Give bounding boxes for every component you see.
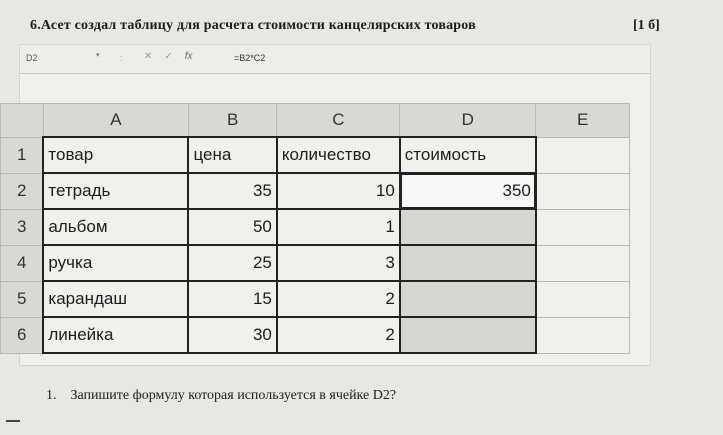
select-all-corner[interactable] [1,104,44,138]
cell-d4[interactable] [400,245,536,281]
cell-d6[interactable] [400,317,536,353]
task-points: [1 б] [633,18,660,33]
cell-e5[interactable] [536,281,630,317]
page-mark [6,420,20,422]
table-row [1,245,630,281]
column-header-c[interactable]: C [277,104,400,138]
task-title: 6.Асет создал таблицу для расчета стоимости канцелярских товаров [30,18,476,33]
formula-input[interactable]: =B2*C2 [234,53,266,63]
table-row [1,209,630,245]
cell-a1[interactable]: товар [43,137,188,173]
cell-c3[interactable]: 1 [277,209,400,245]
name-box[interactable]: D2 [26,53,38,63]
cancel-icon[interactable]: ✕ [144,51,165,62]
cell-b4[interactable]: 25 [188,245,276,281]
cell-c5[interactable]: 2 [277,281,400,317]
cell-c6[interactable]: 2 [277,317,400,353]
question [46,388,396,404]
column-header-b[interactable]: B [188,104,276,138]
cell-a3[interactable]: альбом [43,209,188,245]
cell-d1[interactable]: стоимость [400,137,536,173]
cell-d2-selected[interactable]: 350 [400,173,536,209]
name-box-dropdown-icon[interactable]: ▾ [96,52,100,59]
cell-e6[interactable] [536,317,630,353]
row-header[interactable]: 3 [1,209,44,245]
row-header[interactable]: 4 [1,245,44,281]
enter-icon[interactable]: ✓ [164,51,185,62]
table-row [1,281,630,317]
question-text: Запишите формулу которая используется в ячейке D2? [70,388,397,403]
formula-bar-icons [144,51,193,62]
cell-a6[interactable]: линейка [43,317,188,353]
row-header[interactable]: 1 [1,137,44,173]
spreadsheet [16,45,650,365]
cell-b1[interactable]: цена [188,137,276,173]
cell-grid [0,103,630,354]
cell-e3[interactable] [536,209,630,245]
row-header[interactable]: 5 [1,281,44,317]
cell-a4[interactable]: ручка [43,245,188,281]
cell-b2[interactable]: 35 [188,173,276,209]
cell-d5[interactable] [400,281,536,317]
column-header-a[interactable]: A [43,104,188,138]
cell-c1[interactable]: количество [277,137,400,173]
table-row [1,173,630,209]
table-row [1,317,630,353]
cell-c4[interactable]: 3 [277,245,400,281]
cell-d3[interactable] [400,209,536,245]
row-header[interactable]: 2 [1,173,44,209]
row-header[interactable]: 6 [1,317,44,353]
table-row [1,137,630,173]
cell-b5[interactable]: 15 [188,281,276,317]
question-number: 1. [46,388,57,403]
cell-b3[interactable]: 50 [188,209,276,245]
cell-e1[interactable] [536,137,630,173]
formula-bar-separator: : [120,53,123,63]
column-header-e[interactable]: E [536,104,630,138]
formula-bar [20,45,650,74]
cell-e4[interactable] [536,245,630,281]
column-header-d[interactable]: D [400,104,536,138]
cell-a2[interactable]: тетрадь [43,173,188,209]
cell-e2[interactable] [536,173,630,209]
cell-a5[interactable]: карандаш [43,281,188,317]
insert-function-icon[interactable]: fx [184,51,193,62]
cell-c2[interactable]: 10 [277,173,400,209]
cell-b6[interactable]: 30 [188,317,276,353]
